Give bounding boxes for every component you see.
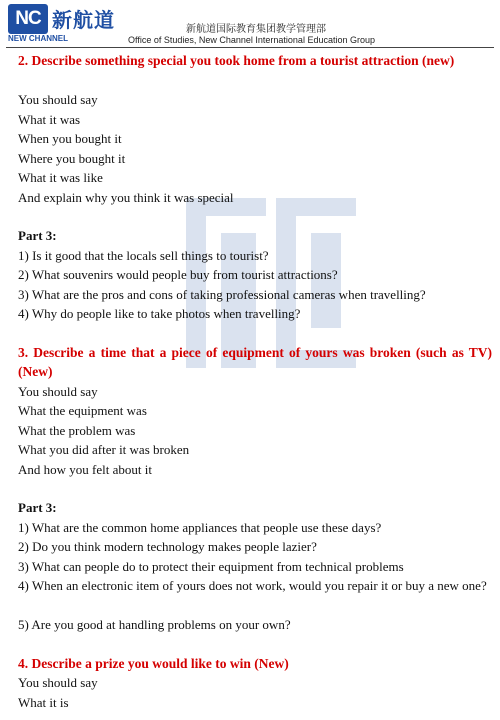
part-3-item: 1) Is it good that the locals sell things to tourist? bbox=[18, 247, 269, 263]
section-spacer bbox=[18, 635, 492, 654]
prompt-line: And how you felt about it bbox=[18, 461, 152, 477]
prompt-line: What the problem was bbox=[18, 422, 136, 438]
prompt-line: Where you bought it bbox=[18, 150, 126, 166]
part-3-item: 4) Why do people like to take photos when travelling? bbox=[18, 306, 301, 321]
question-3-title: 3. Describe a time that a piece of equipment of yours was broken (such as TV) (New) bbox=[18, 344, 492, 379]
part-3-item: 1) What are the common home appliances that people use these days? bbox=[18, 519, 382, 535]
logo-chinese-name: 新航道 bbox=[52, 8, 115, 32]
prompt-line: When you bought it bbox=[18, 131, 122, 146]
part-3-label: Part 3: bbox=[18, 228, 57, 243]
prompt-line: What it was like bbox=[18, 170, 103, 185]
prompt-line: What it is bbox=[18, 694, 69, 710]
new-channel-logo bbox=[8, 4, 118, 43]
prompt-line: And explain why you think it was special bbox=[18, 189, 234, 205]
prompt-line: You should say bbox=[18, 383, 98, 399]
prompt-line: What you did after it was broken bbox=[18, 442, 190, 457]
part-3-item: 5) Are you good at handling problems on your own? bbox=[18, 617, 291, 632]
part-3-item: 2) Do you think modern technology makes people lazier? bbox=[18, 539, 317, 554]
part-3-item: 4) When an electronic item of yours does not work, would you repair it or buy a new one? bbox=[18, 578, 487, 593]
part-3-label: Part 3: bbox=[18, 500, 57, 515]
section-spacer bbox=[18, 324, 492, 343]
prompt-line: What it was bbox=[18, 111, 81, 127]
question-2-title: 2. Describe something special you took home from a tourist attraction (new) bbox=[18, 53, 455, 68]
prompt-line: What the equipment was bbox=[18, 403, 147, 418]
question-4-title: 4. Describe a prize you would like to win (New) bbox=[18, 655, 289, 671]
part-3-item: 3) What can people do to protect their equipment from technical problems bbox=[18, 558, 404, 574]
prompt-line: You should say bbox=[18, 92, 98, 107]
page-header bbox=[0, 0, 500, 50]
header-divider bbox=[6, 47, 494, 48]
logo-mark: NC bbox=[8, 4, 48, 34]
document-body bbox=[18, 51, 492, 712]
part-3-item: 2) What souvenirs would people buy from tourist attractions? bbox=[18, 267, 338, 282]
prompt-line: You should say bbox=[18, 675, 98, 690]
logo-english-name: NEW CHANNEL bbox=[8, 34, 68, 43]
org-name-chinese: 新航道国际教育集团教学管理部 bbox=[186, 24, 326, 35]
org-name-english: Office of Studies, New Channel International Education Group bbox=[128, 35, 375, 45]
part-3-item: 3) What are the pros and cons of taking professional cameras when travelling? bbox=[18, 286, 426, 302]
